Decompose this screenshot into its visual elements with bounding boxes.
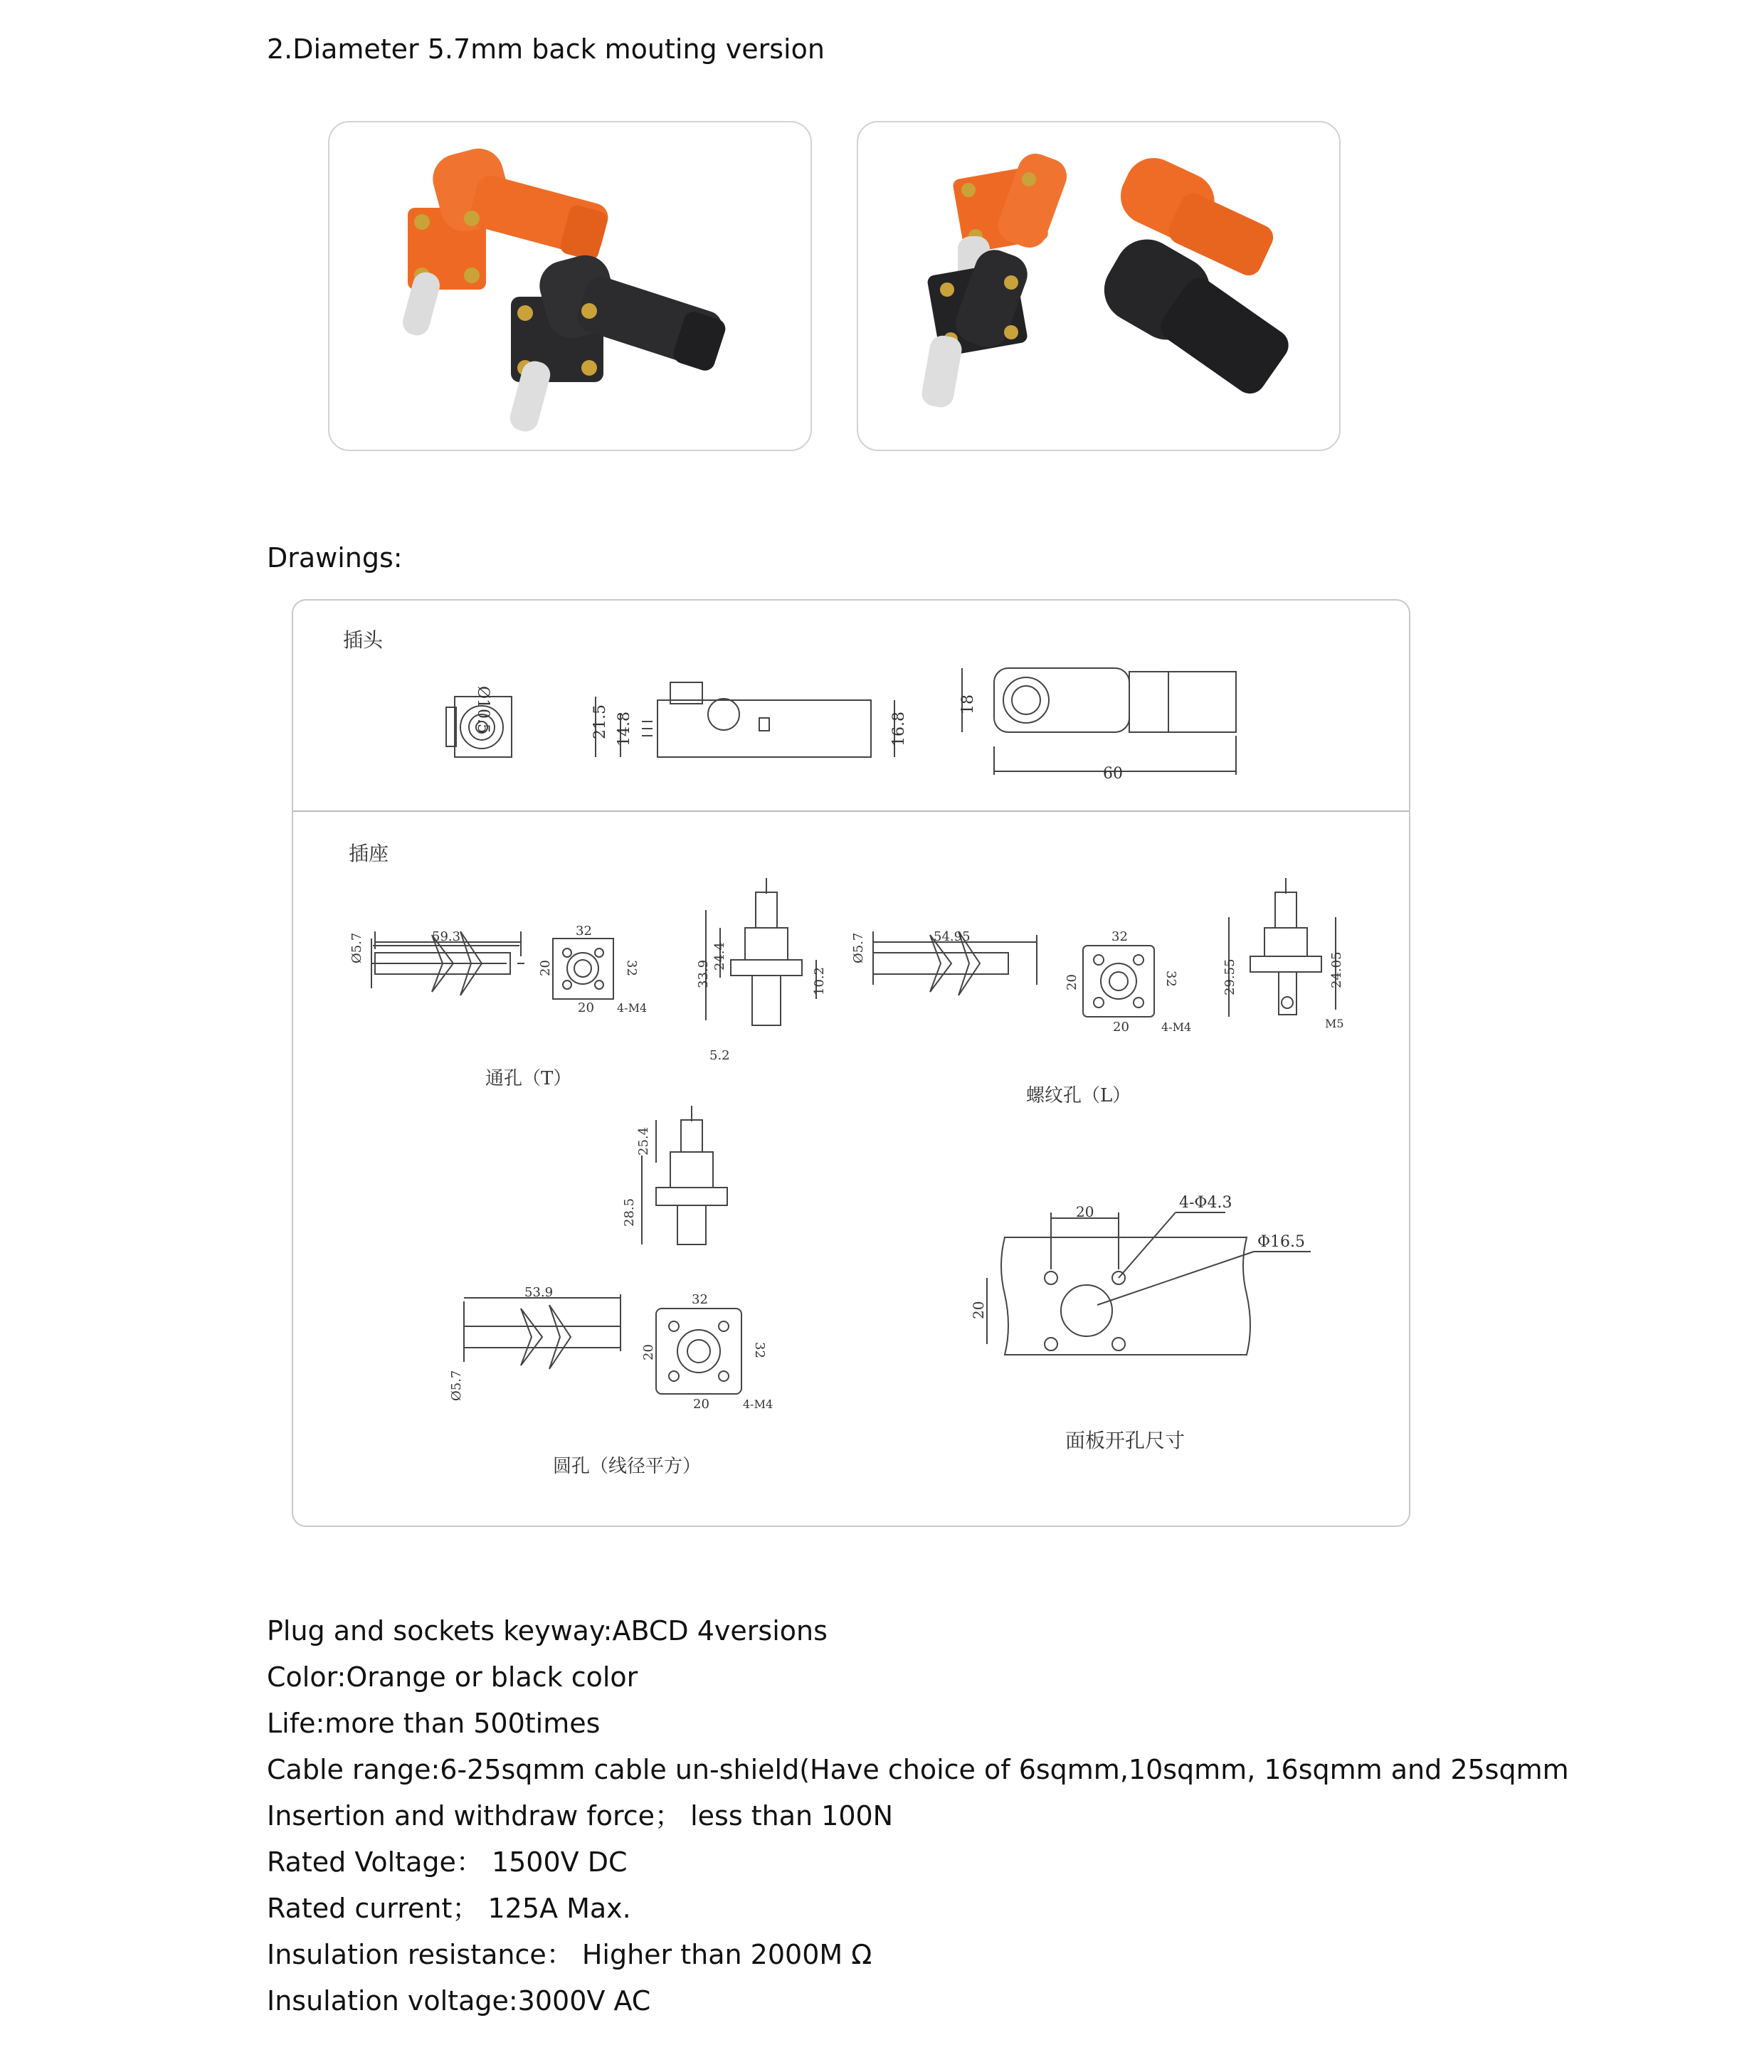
through-hole-side-view (349, 929, 524, 995)
photo-connectors-pair (328, 121, 812, 451)
panel-cutout-view (970, 1194, 1311, 1355)
plug-label: 插头 (343, 628, 384, 652)
dim-t-sq1: 32 (576, 924, 592, 939)
plug-top-view (959, 668, 1236, 783)
dim-t-h1: 33.9 (696, 959, 711, 988)
dim-t-pin: 5.2 (709, 1048, 730, 1063)
dim-r-sq3: 32 (752, 1342, 767, 1358)
dim-l-h2: 24.05 (1329, 951, 1344, 988)
spec-rated-current: Rated current； 125A Max. (267, 1893, 631, 1924)
dim-l-h1: 29.55 (1222, 958, 1237, 995)
dim-r-length: 53.9 (524, 1285, 554, 1300)
dim-l-sq1: 32 (1111, 929, 1128, 944)
dim-l-thread: M5 (1325, 1017, 1344, 1030)
dim-r-h2: 28.5 (622, 1198, 637, 1227)
dim-cutout-holes: 4-Φ4.3 (1179, 1194, 1232, 1212)
dim-r-dia: Ø5.7 (449, 1370, 464, 1401)
dim-plug-h2: 14.8 (616, 712, 633, 746)
drawings-title: Drawings: (267, 542, 403, 574)
threaded-hole-side-view (851, 929, 1037, 995)
dim-l-length: 54.95 (934, 929, 971, 944)
dim-r-screw: 4-M4 (743, 1397, 773, 1411)
dim-t-dia: Ø5.7 (349, 932, 364, 963)
photo-connectors-set (857, 121, 1341, 451)
connector-set-illustration (858, 122, 1339, 450)
section-title: 2.Diameter 5.7mm back mouting version (267, 33, 825, 65)
dim-l-sq2: 20 (1065, 974, 1079, 990)
dim-cutout-center: Φ16.5 (1257, 1233, 1306, 1251)
threaded-hole-front-view (1065, 929, 1191, 1035)
dim-r-sq2: 20 (641, 1344, 656, 1360)
spec-cable-range: Cable range:6-25sqmm cable un-shield(Have choice of 6sqmm,10sqmm, 16sqmm and 25sqmm (267, 1754, 1569, 1785)
dim-plug-h4: 18 (959, 694, 977, 714)
caption-round-hole: 圆孔（线径平方） (553, 1456, 702, 1477)
through-hole-front-view (538, 924, 647, 1015)
round-hole-side-view (449, 1285, 620, 1401)
dim-plug-h3: 16.8 (890, 712, 908, 746)
technical-drawings-panel (292, 599, 1410, 1527)
spec-insulation-resistance: Insulation resistance： Higher than 2000M Ω (267, 1939, 872, 1970)
technical-drawing (293, 601, 1409, 1526)
spec-keyway: Plug and sockets keyway:ABCD 4versions (267, 1615, 828, 1646)
spec-insulation-voltage: Insulation voltage:3000V AC (267, 1985, 651, 2016)
dim-plug-length: 60 (1103, 765, 1123, 783)
dim-t-sq4: 20 (578, 1000, 594, 1015)
dim-l-dia: Ø5.7 (851, 932, 866, 963)
spec-insertion-force: Insertion and withdraw force； less than 100N (267, 1800, 894, 1832)
dim-plug-head: Ø10.5 (474, 686, 492, 734)
dim-plug-h1: 21.5 (591, 704, 609, 739)
plug-side-view (591, 682, 908, 757)
dim-l-sq4: 20 (1113, 1020, 1129, 1035)
dim-l-sq3: 32 (1163, 971, 1178, 987)
spec-life: Life:more than 500times (267, 1708, 601, 1739)
dim-t-h3: 10.2 (812, 966, 827, 995)
black-socket-illustration (920, 244, 1033, 409)
caption-threaded-hole: 螺纹孔（L） (1026, 1085, 1131, 1106)
dim-t-sq2: 20 (538, 960, 553, 976)
round-hole-front-view (641, 1292, 773, 1412)
dim-cutout-y: 20 (970, 1301, 987, 1319)
dim-l-screw: 4-M4 (1161, 1020, 1192, 1034)
dim-t-length: 59.3 (432, 929, 461, 944)
socket-label: 插座 (349, 842, 389, 865)
dim-t-sq3: 32 (624, 960, 639, 976)
connector-photo-illustration (329, 122, 810, 450)
dim-r-sq1: 32 (692, 1292, 708, 1307)
spec-list (267, 1608, 1569, 2024)
black-plug-illustration (507, 250, 728, 435)
spec-rated-voltage: Rated Voltage： 1500V DC (267, 1846, 628, 1878)
dim-r-sq4: 20 (693, 1397, 709, 1412)
spec-color: Color:Orange or black color (267, 1661, 638, 1693)
round-hole-elevation (622, 1106, 727, 1244)
dim-r-h1: 25.4 (636, 1126, 651, 1156)
dim-t-h2: 24.4 (712, 941, 727, 971)
caption-through-hole: 通孔（T） (485, 1068, 572, 1089)
dim-t-screw: 4-M4 (617, 1001, 648, 1015)
through-hole-elevation (696, 878, 827, 1063)
plug-front-view (446, 686, 512, 757)
caption-panel-cutout: 面板开孔尺寸 (1065, 1429, 1185, 1452)
dim-cutout-x: 20 (1076, 1203, 1094, 1220)
threaded-hole-elevation (1222, 878, 1344, 1030)
